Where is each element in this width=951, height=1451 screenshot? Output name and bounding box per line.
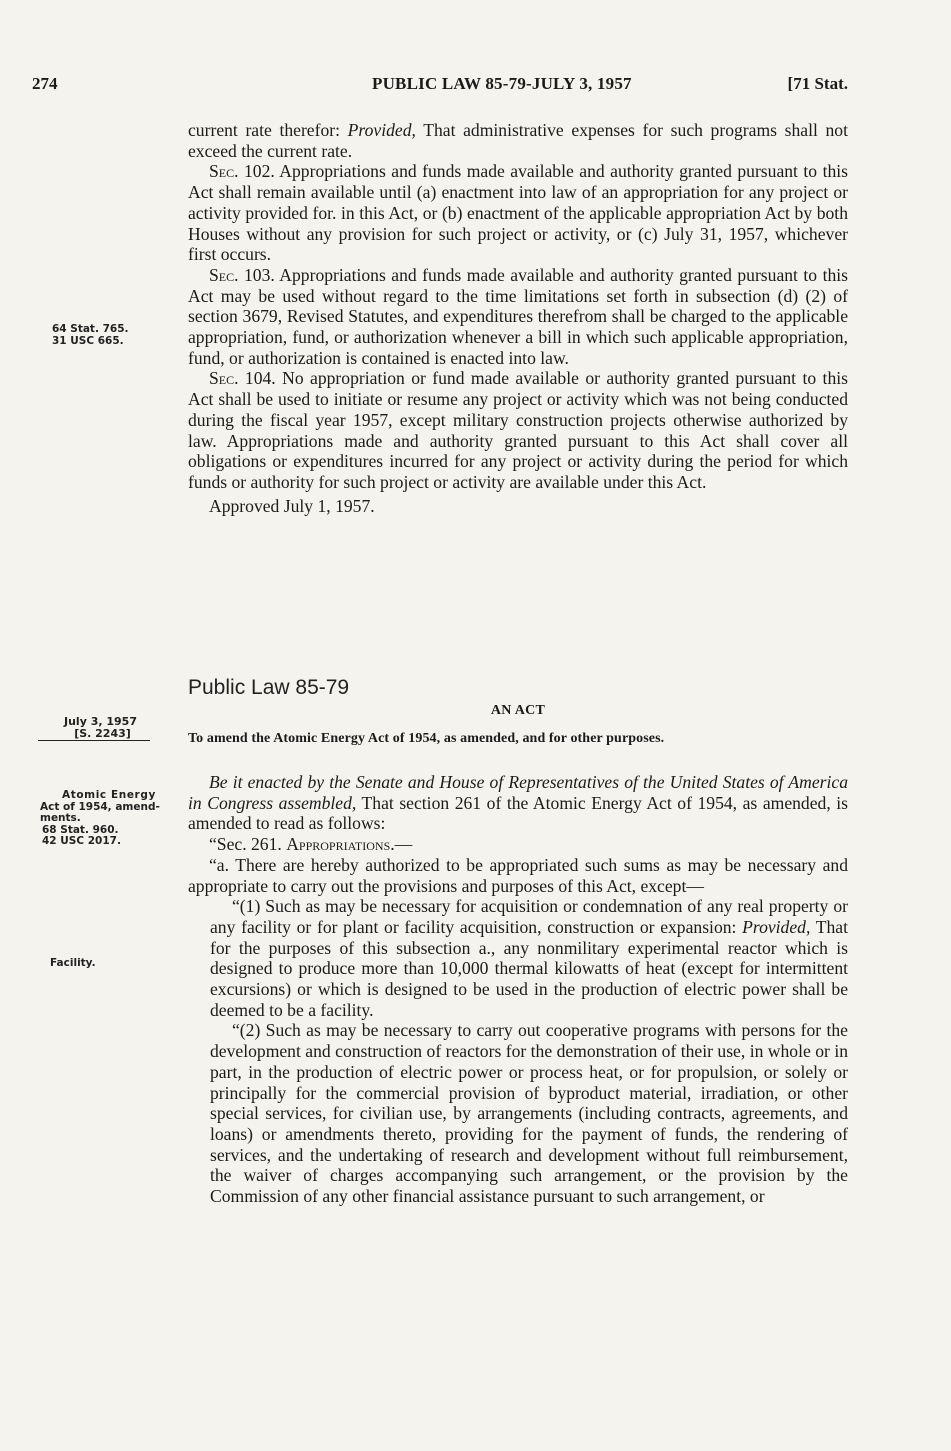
text-block-act bbox=[188, 772, 848, 1207]
section-102: Sec. 102. Appropriations and funds made available and authority granted pursuant to this Act shall remain available until (a) enactment into law of an appropriation for any project or activity provided for. in this Act, or (b) enactment of the applicable appropriation Act by both Houses without any provision for such project or activity, or (c) July 31, 1957, whichever first occurs. bbox=[188, 161, 848, 265]
public-law-title: Public Law 85-79 bbox=[188, 676, 350, 699]
continuation-paragraph: current rate therefor: Provided, That administrative expenses for such programs shall not exceed the current rate. bbox=[188, 120, 848, 161]
margin-atomic-energy: Atomic Energy Act of 1954, amend- ments. 68 Stat. 960. 42 USC 2017. bbox=[40, 789, 160, 847]
subsection-a: “a. There are hereby authorized to be appropriated such sums as may be necessary and appropriate to carry out the provisions and purposes of this Act, except— bbox=[188, 854, 848, 896]
act-purpose: To amend the Atomic Energy Act of 1954, as amended, and for other purposes. bbox=[188, 731, 665, 746]
margin-rule bbox=[38, 740, 150, 741]
margin-citation-64-stat: 64 Stat. 765. 31 USC 665. bbox=[52, 323, 129, 347]
item-2: “(2) Such as may be necessary to carry out cooperative programs with persons for the development and construction of reactors for the demonstration of their use, in whole or in part, in the production of electric power or process heat, or for propulsion, or solely or principally for the commercial provision of byproduct material, irradiation, or other special services, for civilian use, by arrangements (including contracts, agreements, and loans) or amendments thereto, providing for the payment of funds, the rendering of services, and the undertaking of research and development without full reimbursement, the waiver of charges accompanying such arrangement, or the provision by the Commission of any other financial assistance pursuant to such arrangement, or bbox=[210, 1020, 848, 1207]
item-1: “(1) Such as may be necessary for acquisition or condemnation of any real property or any facility or for plant or facility acquisition, construction or expansion: Provided, That for the purposes of this subsection a., any nonmilitary experimental reactor which is designed to produce more than 10,000 thermal kilowatts of heat (except for intermittent excursions) or which is designed to be used in the production of electric power shall be deemed to be a facility. bbox=[210, 896, 848, 1020]
header-title: PUBLIC LAW 85-79-JULY 3, 1957 bbox=[372, 74, 632, 93]
volume-reference: [71 Stat. bbox=[787, 74, 848, 93]
enacting-clause: Be it enacted by the Senate and House of Representatives of the United States of America in Congress assembled, That section 261 of the Atomic Energy Act of 1954, as amended, is amended to read as follows: bbox=[188, 772, 849, 834]
approval-line: Approved July 1, 1957. bbox=[209, 495, 375, 516]
margin-facility: Facility. bbox=[50, 957, 96, 969]
section-104: Sec. 104. No appropriation or fund made available or authority granted pursuant to this Act shall be used to initiate or resume any project or activity which was not being conducted during the fiscal year 1957, except military construction projects otherwise authorized by law. Appropriations made and authority granted pursuant to this Act shall cover all obligations or expenditures incurred for any project or activity during the period for which funds or authority for such project or activity are available under this Act. bbox=[188, 368, 848, 492]
text-block-sections bbox=[188, 120, 848, 516]
page-number: 274 bbox=[32, 74, 58, 93]
an-act-heading: AN ACT bbox=[490, 703, 546, 718]
section-103: Sec. 103. Appropriations and funds made available and authority granted pursuant to this Act may be used without regard to the time limitations set forth in subsection (d) (2) of section 3679, Revised Statutes, and expenditures therefrom shall be charged to the applicable appropriation, fund, or authorization whenever a bill in which such applicable appropriation, fund, or authorization is contained is enacted into law. bbox=[188, 264, 848, 368]
running-header bbox=[32, 74, 848, 98]
margin-date-bill: July 3, 1957 [S. 2243] bbox=[64, 715, 137, 740]
section-261-heading: “Sec. 261. Appropriations.— bbox=[209, 834, 413, 855]
